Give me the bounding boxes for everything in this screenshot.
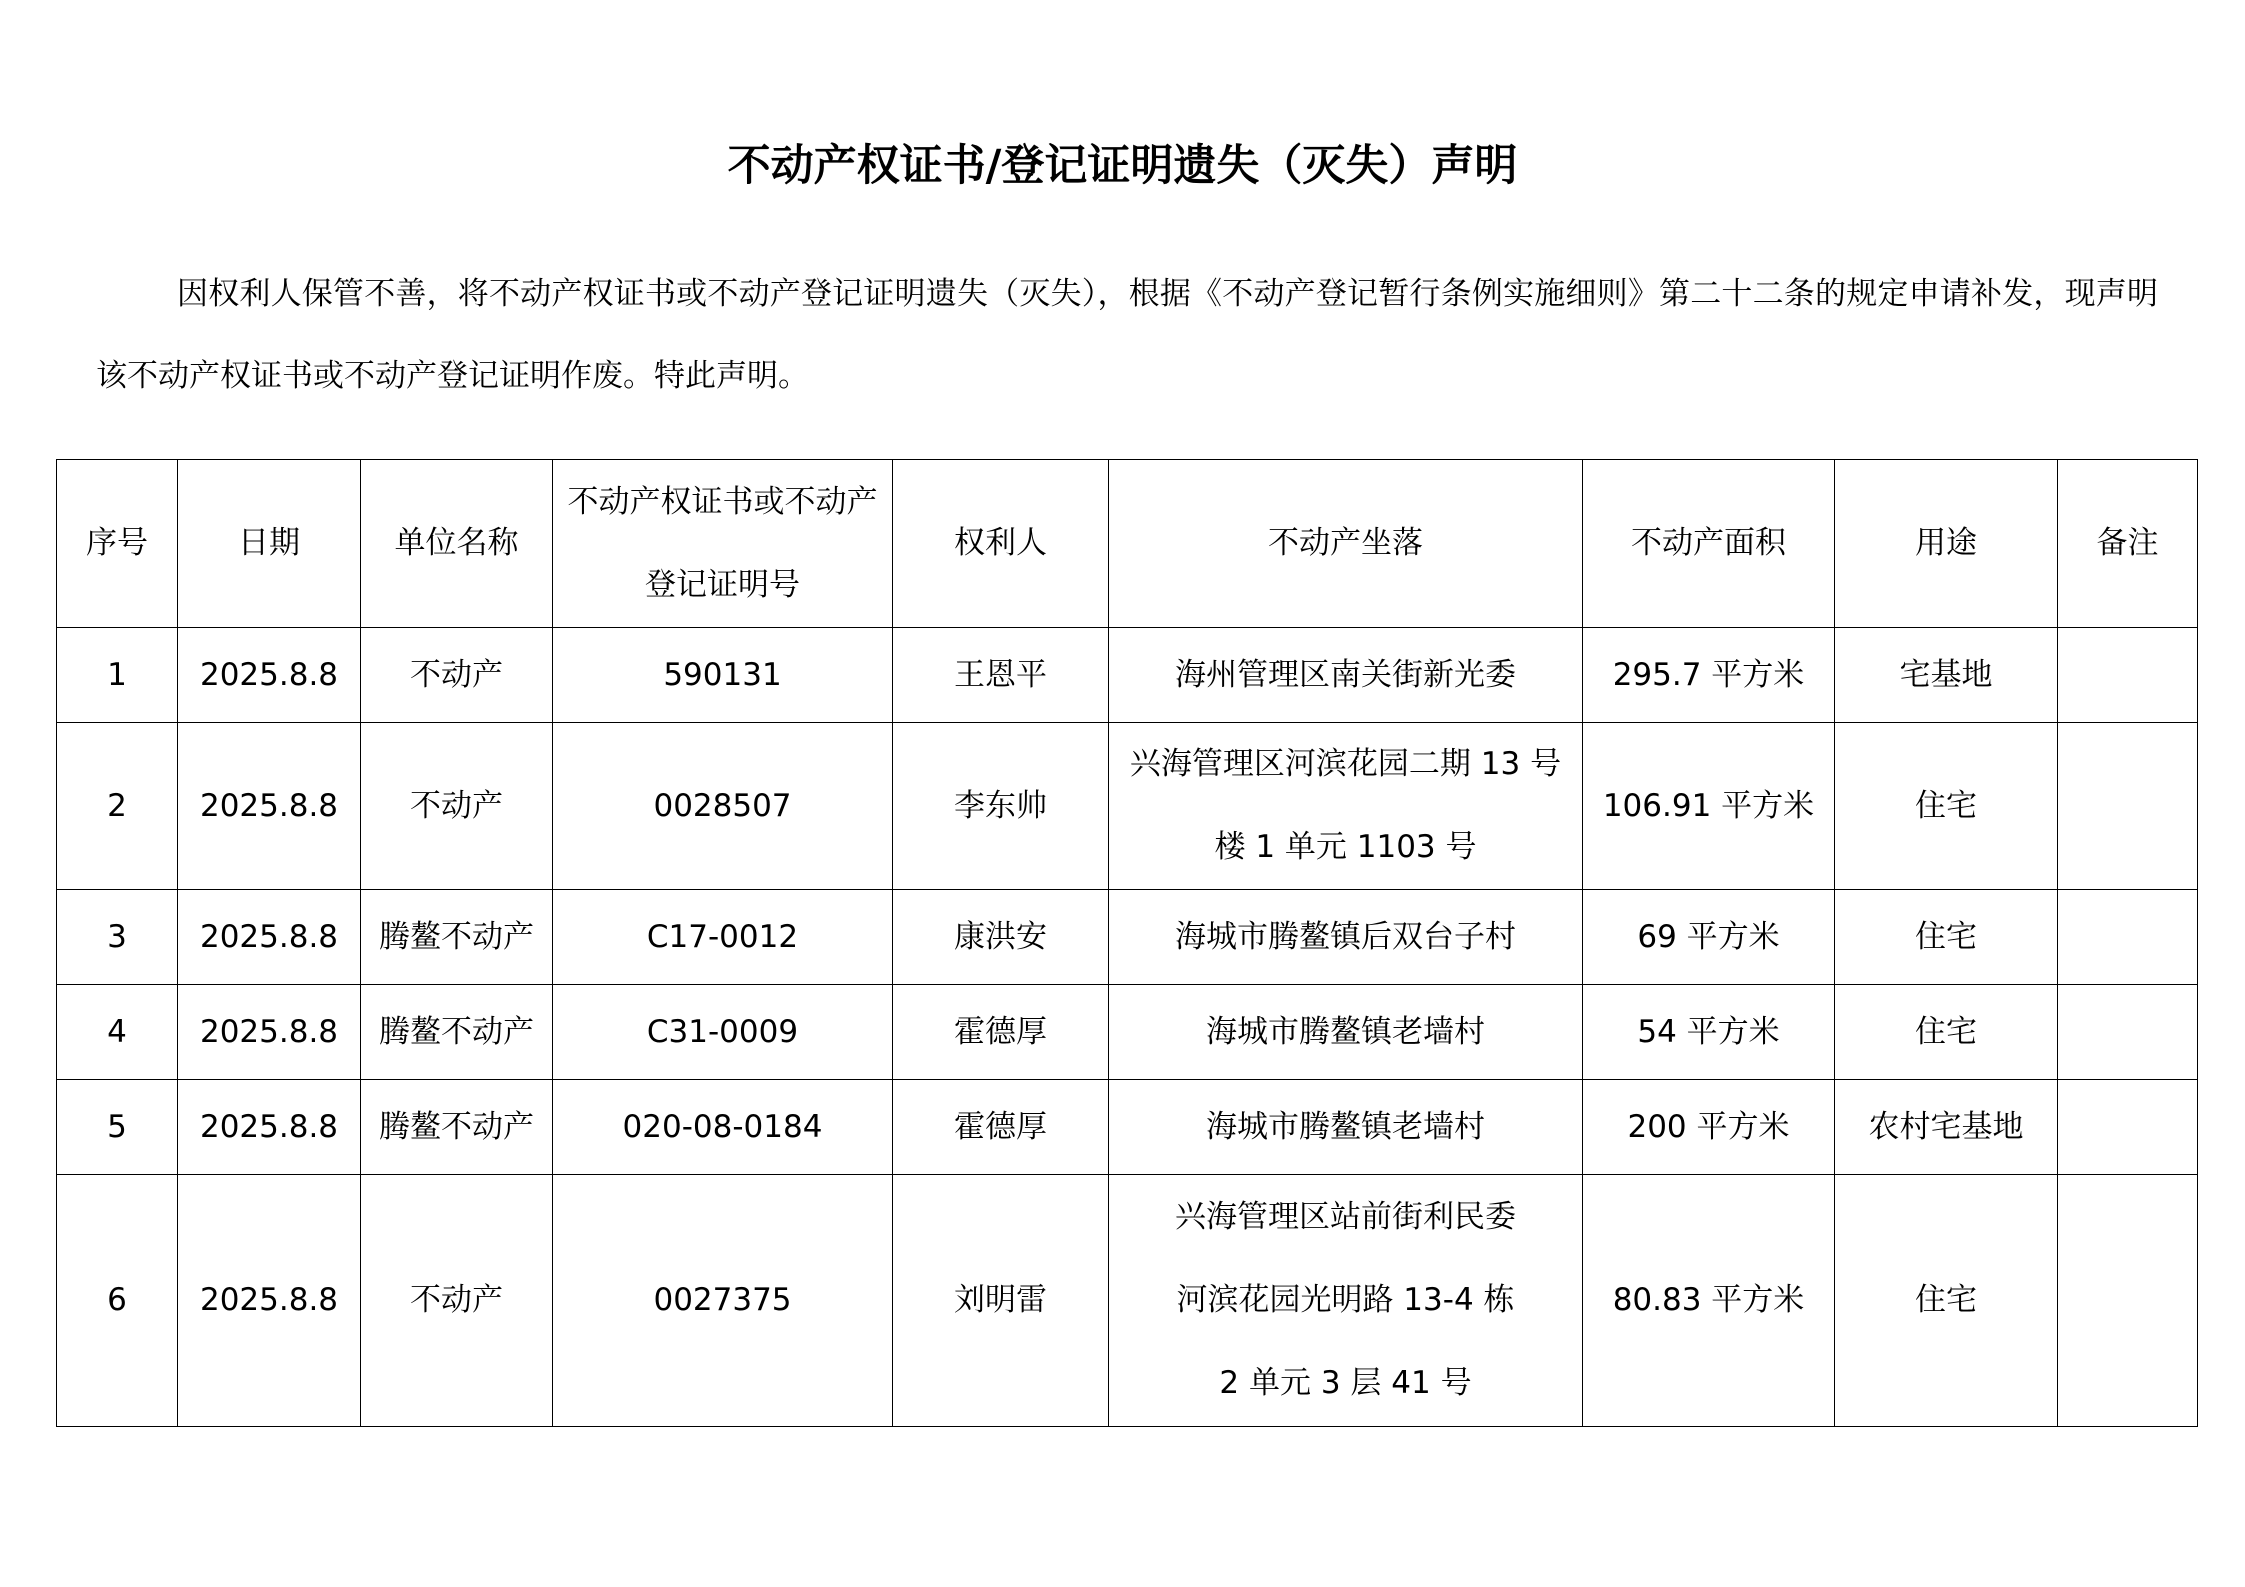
cell-usage: 住宅 <box>1835 890 2058 985</box>
cell-cert-no: 0027375 <box>553 1175 893 1427</box>
header-owner: 权利人 <box>893 460 1109 628</box>
cell-owner: 霍德厚 <box>893 985 1109 1080</box>
table-row <box>57 1175 2198 1427</box>
cell-area: 106.91 平方米 <box>1583 723 1835 890</box>
table-row <box>57 1080 2198 1175</box>
cell-seq: 1 <box>57 628 178 723</box>
cell-area: 54 平方米 <box>1583 985 1835 1080</box>
cell-cert-no: C17-0012 <box>553 890 893 985</box>
cell-date: 2025.8.8 <box>178 628 361 723</box>
cell-area: 295.7 平方米 <box>1583 628 1835 723</box>
cell-usage: 住宅 <box>1835 723 2058 890</box>
cell-location: 兴海管理区河滨花园二期 13 号楼 1 单元 1103 号 <box>1109 723 1583 890</box>
cell-owner: 刘明雷 <box>893 1175 1109 1427</box>
cell-cert-no: C31-0009 <box>553 985 893 1080</box>
cell-seq: 2 <box>57 723 178 890</box>
cell-area: 69 平方米 <box>1583 890 1835 985</box>
cell-usage: 农村宅基地 <box>1835 1080 2058 1175</box>
cell-usage: 住宅 <box>1835 985 2058 1080</box>
cell-location: 海城市腾鳌镇老墙村 <box>1109 1080 1583 1175</box>
cell-unit: 不动产 <box>361 628 553 723</box>
table-row <box>57 723 2198 890</box>
cell-location: 海州管理区南关街新光委 <box>1109 628 1583 723</box>
cell-remark <box>2058 1080 2198 1175</box>
header-unit: 单位名称 <box>361 460 553 628</box>
cell-remark <box>2058 723 2198 890</box>
cell-date: 2025.8.8 <box>178 1080 361 1175</box>
loss-notice-table <box>56 459 2198 1427</box>
cell-owner: 霍德厚 <box>893 1080 1109 1175</box>
cell-seq: 4 <box>57 985 178 1080</box>
cell-date: 2025.8.8 <box>178 723 361 890</box>
cell-unit: 腾鳌不动产 <box>361 1080 553 1175</box>
cell-remark <box>2058 890 2198 985</box>
cell-location: 海城市腾鳌镇后双台子村 <box>1109 890 1583 985</box>
header-date: 日期 <box>178 460 361 628</box>
header-seq: 序号 <box>57 460 178 628</box>
cell-remark <box>2058 628 2198 723</box>
header-cert-no: 不动产权证书或不动产登记证明号 <box>553 460 893 628</box>
cell-owner: 康洪安 <box>893 890 1109 985</box>
cell-unit: 不动产 <box>361 1175 553 1427</box>
declaration-paragraph: 因权利人保管不善，将不动产权证书或不动产登记证明遗失（灭失），根据《不动产登记暂行条例实施细则》第二十二条的规定申请补发，现声明该不动产权证书或不动产登记证明作废。特此声明。 <box>96 276 2158 394</box>
cell-location: 兴海管理区站前街利民委 河滨花园光明路 13-4 栋 2 单元 3 层 41 号 <box>1109 1175 1583 1427</box>
cell-seq: 5 <box>57 1080 178 1175</box>
cell-remark <box>2058 1175 2198 1427</box>
header-area: 不动产面积 <box>1583 460 1835 628</box>
cell-unit: 不动产 <box>361 723 553 890</box>
cell-cert-no: 590131 <box>553 628 893 723</box>
cell-date: 2025.8.8 <box>178 890 361 985</box>
cell-unit: 腾鳌不动产 <box>361 985 553 1080</box>
table-row <box>57 985 2198 1080</box>
header-remark: 备注 <box>2058 460 2198 628</box>
cell-seq: 6 <box>57 1175 178 1427</box>
table-header-row <box>57 460 2198 628</box>
cell-date: 2025.8.8 <box>178 1175 361 1427</box>
cell-area: 80.83 平方米 <box>1583 1175 1835 1427</box>
cell-cert-no: 0028507 <box>553 723 893 890</box>
cell-area: 200 平方米 <box>1583 1080 1835 1175</box>
cell-unit: 腾鳌不动产 <box>361 890 553 985</box>
cell-remark <box>2058 985 2198 1080</box>
header-location: 不动产坐落 <box>1109 460 1583 628</box>
document-title: 不动产权证书/登记证明遗失（灭失）声明 <box>727 141 1518 191</box>
cell-cert-no: 020-08-0184 <box>553 1080 893 1175</box>
cell-owner: 王恩平 <box>893 628 1109 723</box>
cell-usage: 宅基地 <box>1835 628 2058 723</box>
table-row <box>57 890 2198 985</box>
header-usage: 用途 <box>1835 460 2058 628</box>
cell-seq: 3 <box>57 890 178 985</box>
cell-usage: 住宅 <box>1835 1175 2058 1427</box>
table-row <box>57 628 2198 723</box>
cell-location: 海城市腾鳌镇老墙村 <box>1109 985 1583 1080</box>
cell-date: 2025.8.8 <box>178 985 361 1080</box>
cell-owner: 李东帅 <box>893 723 1109 890</box>
